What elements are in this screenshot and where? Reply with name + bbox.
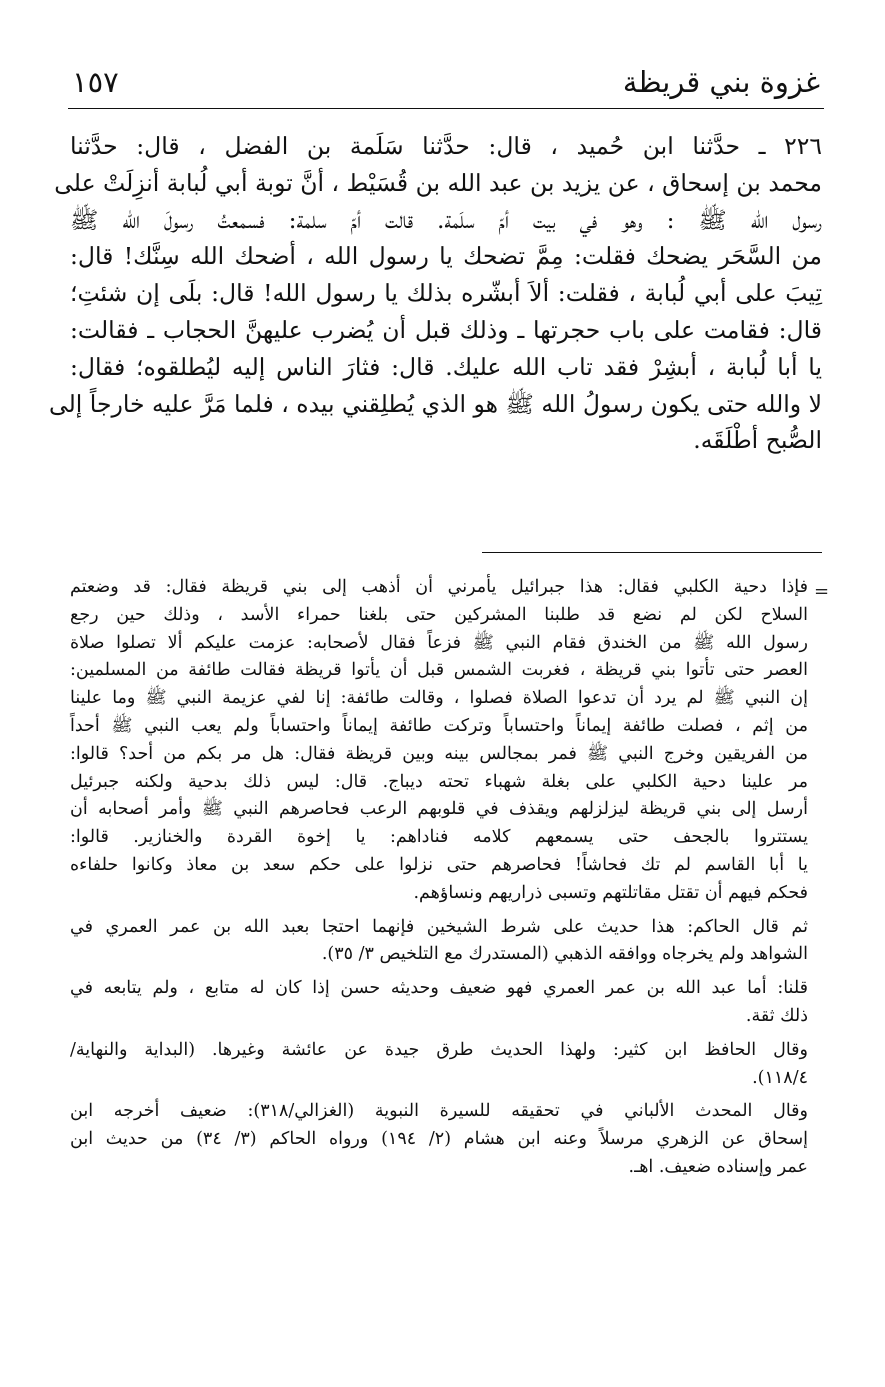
footnote-separator: [482, 552, 822, 553]
footnote-line: يستتروا بالجحف حتى يسمعهم كلامه فناداهم: يا إخوة القردة والخنازير. قالوا:: [70, 827, 808, 848]
footnotes: [70, 574, 808, 1182]
footnote-paragraph: [70, 1098, 808, 1181]
footnote-line: وقال المحدث الألباني في تحقيقه للسيرة النبوية (الغزالي/٣١٨): ضعيف أخرجه ابن: [70, 1101, 808, 1122]
footnote-line: من الفريقين وخرج النبي ﷺ فمر بمجالس بينه وبين قريظة فقال: هل مر بكم من أحد؟ قالوا:: [70, 743, 808, 764]
footnote-line: فإذا دحية الكلبي فقال: هذا جبرائيل يأمرني أن أذهب إلى بني قريظة فقال: قد وضعتم: [70, 577, 808, 597]
footnote-line: قلنا: أما عبد الله بن عمر العمري فهو ضعيف وحديثه حسن إذا كان له متابع ، ولم يتابعه في: [70, 978, 808, 999]
main-text-line: تِيبَ على أبي لُبابة ، فقلت: ألاَ أبشّره بذلك يا رسول الله! قال: بلَى إن شئتِ؛: [70, 279, 822, 308]
footnote-line: يا أبا القاسم لم تك فحاشاً! فحاصرهم حتى نزلوا على حكم سعد بن معاذ وكانوا حلفاءه: [70, 854, 808, 875]
footnote-line: من إثم ، فصلت طائفة إيماناً واحتساباً وتركت طائفة إيماناً واحتساباً ولم يعب النبي ﷺ أحداً: [70, 715, 808, 736]
running-header: [68, 62, 824, 106]
footnote-line: ١١٨/٤).: [752, 1067, 808, 1088]
main-text-line: من السَّحَر يضحك فقلت: مِمَّ تضحك يا رسول الله ، أضحك الله سِنَّك! قال:: [70, 242, 822, 271]
main-text-line: يا أبا لُبابة ، أبشِرْ فقد تاب الله عليك. قال: فثارَ الناس إليه ليُطلقوه؛ فقال:: [70, 352, 822, 381]
main-text-line: قال: فقامت على باب حجرتها ـ وذلك قبل أن يُضرب عليهنَّ الحجاب ـ فقالت:: [70, 315, 822, 344]
main-text-line: رسول الله ﷺ : وهو في بيت أمّ سلَمة. قالت أمّ سلمة: فسمعتُ رسولَ الله ﷺ: [70, 205, 822, 234]
footnote-paragraph: [70, 975, 808, 1031]
footnote-line: العصر حتى تأتوا بني قريظة ، فغربت الشمس قبل أن يأتوا قريظة فقالت طائفة من المسلمين:: [70, 660, 808, 681]
footnote-line: رسول الله ﷺ من الخندق فقام النبي ﷺ فزعاً فقال لأصحابه: عزمت عليكم ألا تصلوا صلاة: [70, 632, 808, 653]
main-text-line: ٢٢٦ ـ حدَّثنا ابن حُميد ، قال: حدَّثنا سَلَمة بن الفضل ، قال: حدَّثنا: [70, 132, 822, 160]
main-text-line: لا والله حتى يكون رسولُ الله ﷺ هو الذي يُطلِقني بيده ، فلما مَرَّ عليه خارجاً إلى: [49, 389, 822, 418]
main-text: [49, 128, 822, 459]
header-rule: [68, 108, 824, 109]
footnote-paragraph: [70, 914, 808, 970]
footnote-continuation-mark: =: [814, 581, 830, 602]
footnote-line: إسحاق عن الزهري مرسلاً وعنه ابن هشام (٢/ ١٩٤) ورواه الحاكم (٣/ ٣٤) من حديث ابن: [70, 1129, 808, 1150]
main-text-line: محمد بن إسحاق ، عن يزيد بن عبد الله بن قُسَيْط ، أنَّ توبة أبي لُبابة أنزِلَتْ على: [54, 168, 822, 197]
footnote-paragraph: [70, 1037, 808, 1093]
footnote-line: فحكم فيهم أن تقتل مقاتلتهم وتسبى ذراريهم ونساؤهم.: [413, 882, 808, 903]
footnote-paragraph: [70, 574, 808, 908]
footnote-line: مر علينا دحية الكلبي على بغلة شهباء تحته ديباج. قال: ليس ذلك بدحية ولكنه جبرئيل: [70, 771, 808, 792]
page-number: ١٥٧: [72, 65, 119, 99]
footnote-line: السلاح لكن لم نضع قد طلبنا المشركين حتى بلغنا حمراء الأسد ، وذلك حين رجع: [70, 604, 808, 625]
main-text-line: الصُّبح أطْلَقَه.: [693, 426, 822, 455]
footnote-line: ثم قال الحاكم: هذا حديث على شرط الشيخين فإنهما احتجا بعبد الله بن عمر العمري في: [70, 916, 808, 937]
chapter-title: غزوة بني قريظة: [622, 65, 820, 99]
footnote-line: إن النبي ﷺ لم يرد أن تدعوا الصلاة فصلوا ، وقالت طائفة: إنا لفي عزيمة النبي ﷺ وما علينا: [70, 688, 808, 709]
footnote-line: أرسل إلى بني قريظة ليزلزلهم ويقذف في قلوبهم الرعب فحاصرهم النبي ﷺ وأمر أصحابه أن: [70, 799, 808, 820]
footnote-line: عمر وإسناده ضعيف. اهـ.: [628, 1156, 808, 1177]
footnote-line: الشواهد ولم يخرجاه ووافقه الذهبي (المستدرك مع التلخيص ٣/ ٣٥).: [321, 944, 808, 965]
footnote-line: وقال الحافظ ابن كثير: ولهذا الحديث طرق جيدة عن عائشة وغيرها. (البداية والنهاية/: [70, 1039, 808, 1060]
footnote-line: ذلك ثقة.: [745, 1005, 808, 1026]
